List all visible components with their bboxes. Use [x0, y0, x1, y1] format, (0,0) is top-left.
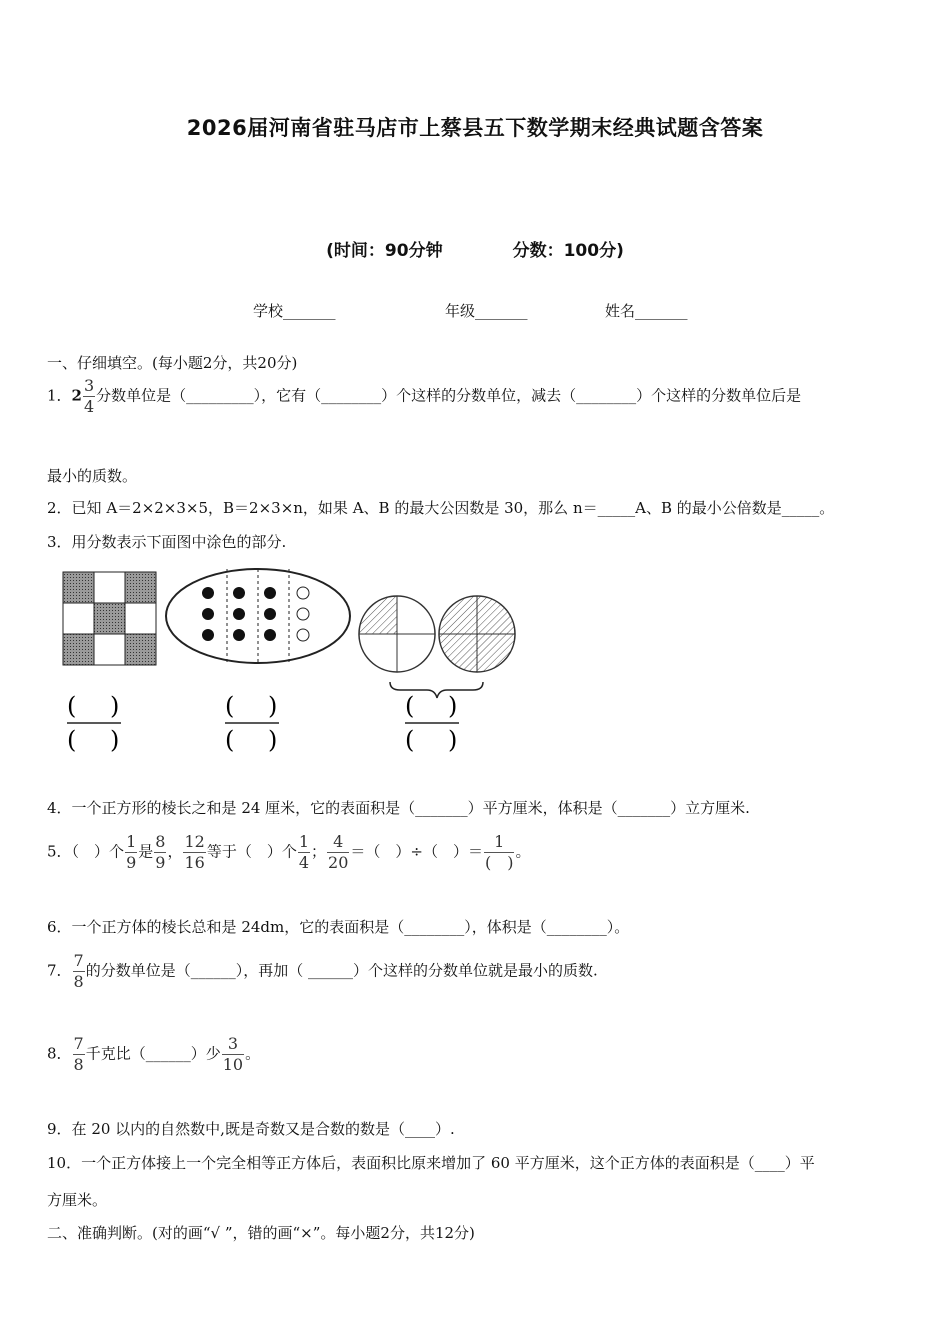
- question-8: [47, 1034, 260, 1075]
- q5-fraction-5: $\frac{4}{20}$: [328, 832, 349, 872]
- exam-info: [0, 236, 950, 261]
- exam-time: (时间：90分钟: [326, 241, 443, 261]
- checker-cell-shaded: [94, 603, 125, 634]
- paren-open: (: [225, 692, 235, 720]
- answer-fraction-3: [405, 692, 459, 754]
- q1-whole: 2: [71, 386, 82, 405]
- dot-oval: [166, 569, 350, 663]
- q8-fraction-2: $\frac{3}{10}$: [222, 1034, 244, 1074]
- q2-number: 2．: [47, 499, 72, 517]
- filled-dot: [264, 629, 276, 641]
- q1-number: 1．: [47, 386, 72, 405]
- q8-text: 千克比（______）少: [85, 1044, 221, 1063]
- page-title: 2026届河南省驻马店市上蔡县五下数学期末经典试题含答案: [186, 116, 764, 140]
- name-field: 姓名_______: [605, 302, 688, 320]
- q7-number: 7．: [47, 961, 72, 980]
- paren-close: ): [448, 726, 458, 754]
- filled-dot: [202, 629, 214, 641]
- q3-figure: [55, 562, 535, 762]
- answer-fraction-2: [225, 692, 279, 754]
- answer-fraction-1: [67, 692, 121, 754]
- q5-part: ＝（ ）÷（ ）＝: [350, 842, 483, 861]
- q7-fraction: $\frac{7}{8}$: [73, 951, 84, 991]
- paren-open: (: [67, 692, 77, 720]
- checker-cell: [94, 634, 125, 665]
- paren-close: ): [268, 726, 278, 754]
- empty-dot: [297, 587, 309, 599]
- checker-cell: [125, 603, 156, 634]
- empty-dot: [297, 608, 309, 620]
- q5-fraction-6: $\frac{1}{( )}$: [484, 832, 514, 872]
- paren-close: ): [110, 692, 120, 720]
- q5-fraction-1: $\frac{1}{9}$: [126, 832, 137, 872]
- checker-grid: [63, 572, 156, 665]
- question-4: [47, 797, 750, 818]
- filled-dot: [233, 608, 245, 620]
- q6-number: 6．: [47, 918, 72, 936]
- checker-cell: [63, 603, 94, 634]
- paren-close: ): [448, 692, 458, 720]
- filled-dot: [233, 587, 245, 599]
- q6-text: 一个正方体的棱长总和是 24dm，它的表面积是（________），体积是（________）。: [71, 918, 630, 936]
- paren-close: ): [268, 692, 278, 720]
- q9-text: 在 20 以内的自然数中,既是奇数又是合数的数是（____）.: [71, 1120, 455, 1138]
- checker-cell-shaded: [63, 572, 94, 603]
- paren-close: ): [110, 726, 120, 754]
- quarter-circles: [359, 596, 515, 698]
- checker-cell: [94, 572, 125, 603]
- grade-field: 年级_______: [445, 302, 528, 320]
- filled-dot: [264, 587, 276, 599]
- question-3: [47, 531, 286, 552]
- q5-fraction-4: $\frac{1}{4}$: [298, 832, 310, 872]
- question-9: [47, 1118, 455, 1139]
- question-1: [47, 376, 801, 417]
- paren-open: (: [225, 726, 235, 754]
- checker-cell-shaded: [125, 634, 156, 665]
- checker-cell-shaded: [125, 572, 156, 603]
- q5-part: （ ）个: [71, 842, 125, 861]
- filled-dot: [202, 608, 214, 620]
- question-5: [47, 832, 531, 873]
- brace: [390, 682, 483, 698]
- filled-dot: [233, 629, 245, 641]
- q7-text: 的分数单位是（______），再加（ ______）个这样的分数单位就是最小的质数.: [85, 961, 598, 980]
- q1-text: 分数单位是（_________），它有（________）个这样的分数单位，减去（________）个这样的分数单位后是: [96, 386, 802, 405]
- q5-number: 5．: [47, 842, 72, 861]
- paren-open: (: [405, 726, 415, 754]
- q10-number: 10．: [47, 1154, 82, 1172]
- q3-text: 用分数表示下面图中涂色的部分.: [71, 533, 287, 551]
- q1-fraction: $\frac{3}{4}$: [83, 376, 95, 416]
- q5-part: 等于（ ）个: [206, 842, 297, 861]
- q8-fraction-1: $\frac{7}{8}$: [73, 1034, 84, 1074]
- q10-text-continued: 方厘米。: [47, 1191, 108, 1209]
- section1-heading: 一、仔细填空。(每小题2分，共20分): [47, 354, 298, 372]
- filled-dot: [264, 608, 276, 620]
- q3-number: 3．: [47, 533, 72, 551]
- question-10: [47, 1152, 815, 1173]
- q9-number: 9．: [47, 1120, 72, 1138]
- checker-cell-shaded: [63, 634, 94, 665]
- question-2: [47, 497, 834, 518]
- q4-text: 一个正方形的棱长之和是 24 厘米，它的表面积是（_______）平方厘米，体积是（_______）立方厘米.: [71, 799, 750, 817]
- q8-text: 。: [245, 1044, 261, 1063]
- q5-fraction-2: $\frac{8}{9}$: [155, 832, 166, 872]
- filled-dot: [202, 587, 214, 599]
- q4-number: 4．: [47, 799, 72, 817]
- section2-heading: 二、准确判断。(对的画“√ ”，错的画“×”。每小题2分，共12分): [47, 1224, 475, 1242]
- q5-part: 是: [138, 842, 154, 861]
- q2-text: 已知 A＝2×2×3×5，B＝2×3×n，如果 A、B 的最大公因数是 30，那么 n＝_____A、B 的最小公倍数是_____。: [71, 499, 835, 517]
- exam-score: 分数：100分): [512, 241, 624, 261]
- q5-fraction-3: $\frac{12}{16}$: [184, 832, 205, 872]
- school-field: 学校_______: [253, 302, 336, 320]
- shaded-quarter: [359, 596, 397, 634]
- q8-number: 8．: [47, 1044, 72, 1063]
- q10-text: 一个正方体接上一个完全相等正方体后，表面积比原来增加了 60 平方厘米，这个正方体的表面积是（____）平: [81, 1154, 815, 1172]
- paren-open: (: [405, 692, 415, 720]
- q5-part: ；: [311, 842, 327, 861]
- q5-part: ，: [167, 842, 183, 861]
- question-7: [47, 951, 598, 992]
- q1-text-continued: 最小的质数。: [47, 467, 138, 485]
- paren-open: (: [67, 726, 77, 754]
- empty-dot: [297, 629, 309, 641]
- q5-part: 。: [515, 842, 531, 861]
- question-6: [47, 916, 629, 937]
